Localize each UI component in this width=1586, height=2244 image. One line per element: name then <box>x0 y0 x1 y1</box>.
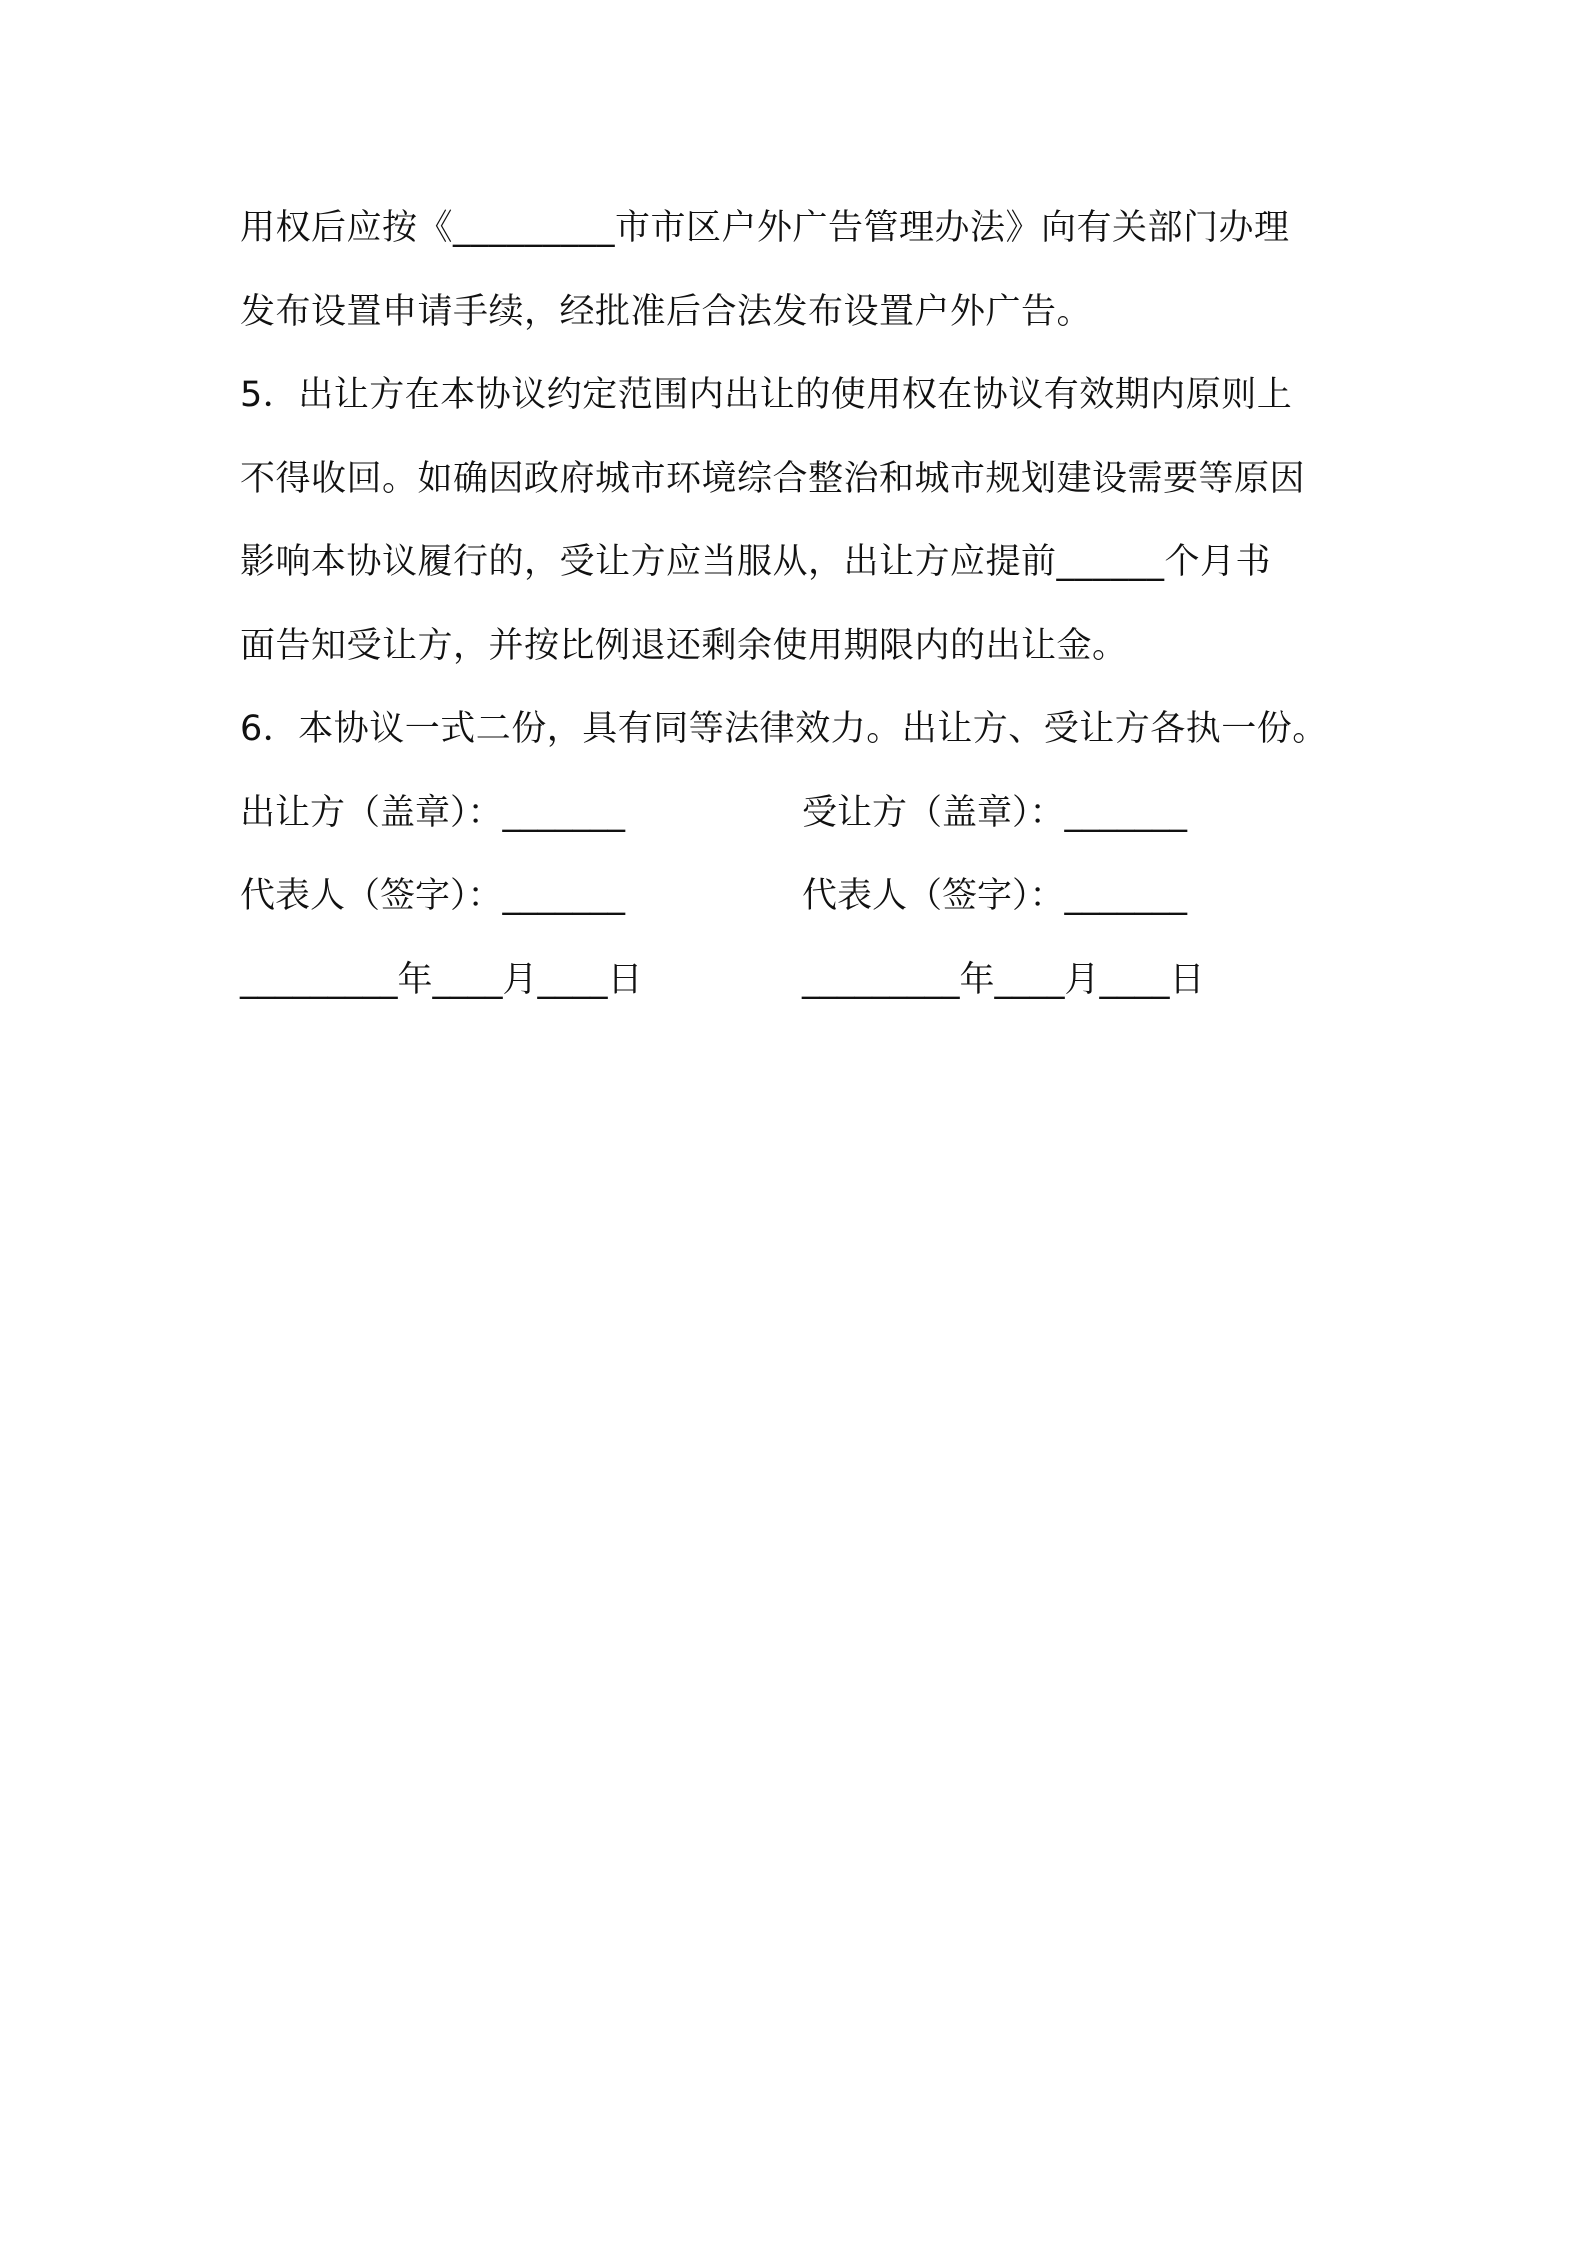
clause-6-line: 6．本协议一式二份，具有同等法律效力。出让方、受让方各执一份。 <box>240 709 1328 749</box>
seal-row <box>240 783 1370 867</box>
clause-5-line: 5．出让方在本协议约定范围内出让的使用权在协议有效期内原则上 <box>240 375 1293 415</box>
transferee-date-field: _________年____月____日 <box>802 959 1205 1000</box>
transferee-representative-field: 代表人（签字）：_______ <box>802 876 1188 916</box>
transferor-date-field: _________年____月____日 <box>240 959 643 1000</box>
transferee-seal-field: 受让方（盖章）：_______ <box>802 792 1188 833</box>
paragraph-line: 发布设置申请手续，经批准后合法发布设置户外广告。 <box>240 291 1093 332</box>
paragraph-line: 影响本协议履行的，受让方应当服从，出让方应提前______个月书 <box>240 542 1272 582</box>
paragraph-line: 不得收回。如确因政府城市环境综合整治和城市规划建设需要等原因 <box>240 458 1306 499</box>
transferor-seal-field: 出让方（盖章）：_______ <box>240 792 626 833</box>
transferor-representative-field: 代表人（签字）：_______ <box>240 876 626 916</box>
document-body <box>240 198 1370 1033</box>
paragraph-line: 用权后应按《_________市市区户外广告管理办法》向有关部门办理 <box>240 208 1290 248</box>
paragraph-line: 面告知受让方，并按比例退还剩余使用期限内的出让金。 <box>240 625 1128 666</box>
date-row <box>240 950 1370 1034</box>
representative-row <box>240 866 1370 950</box>
